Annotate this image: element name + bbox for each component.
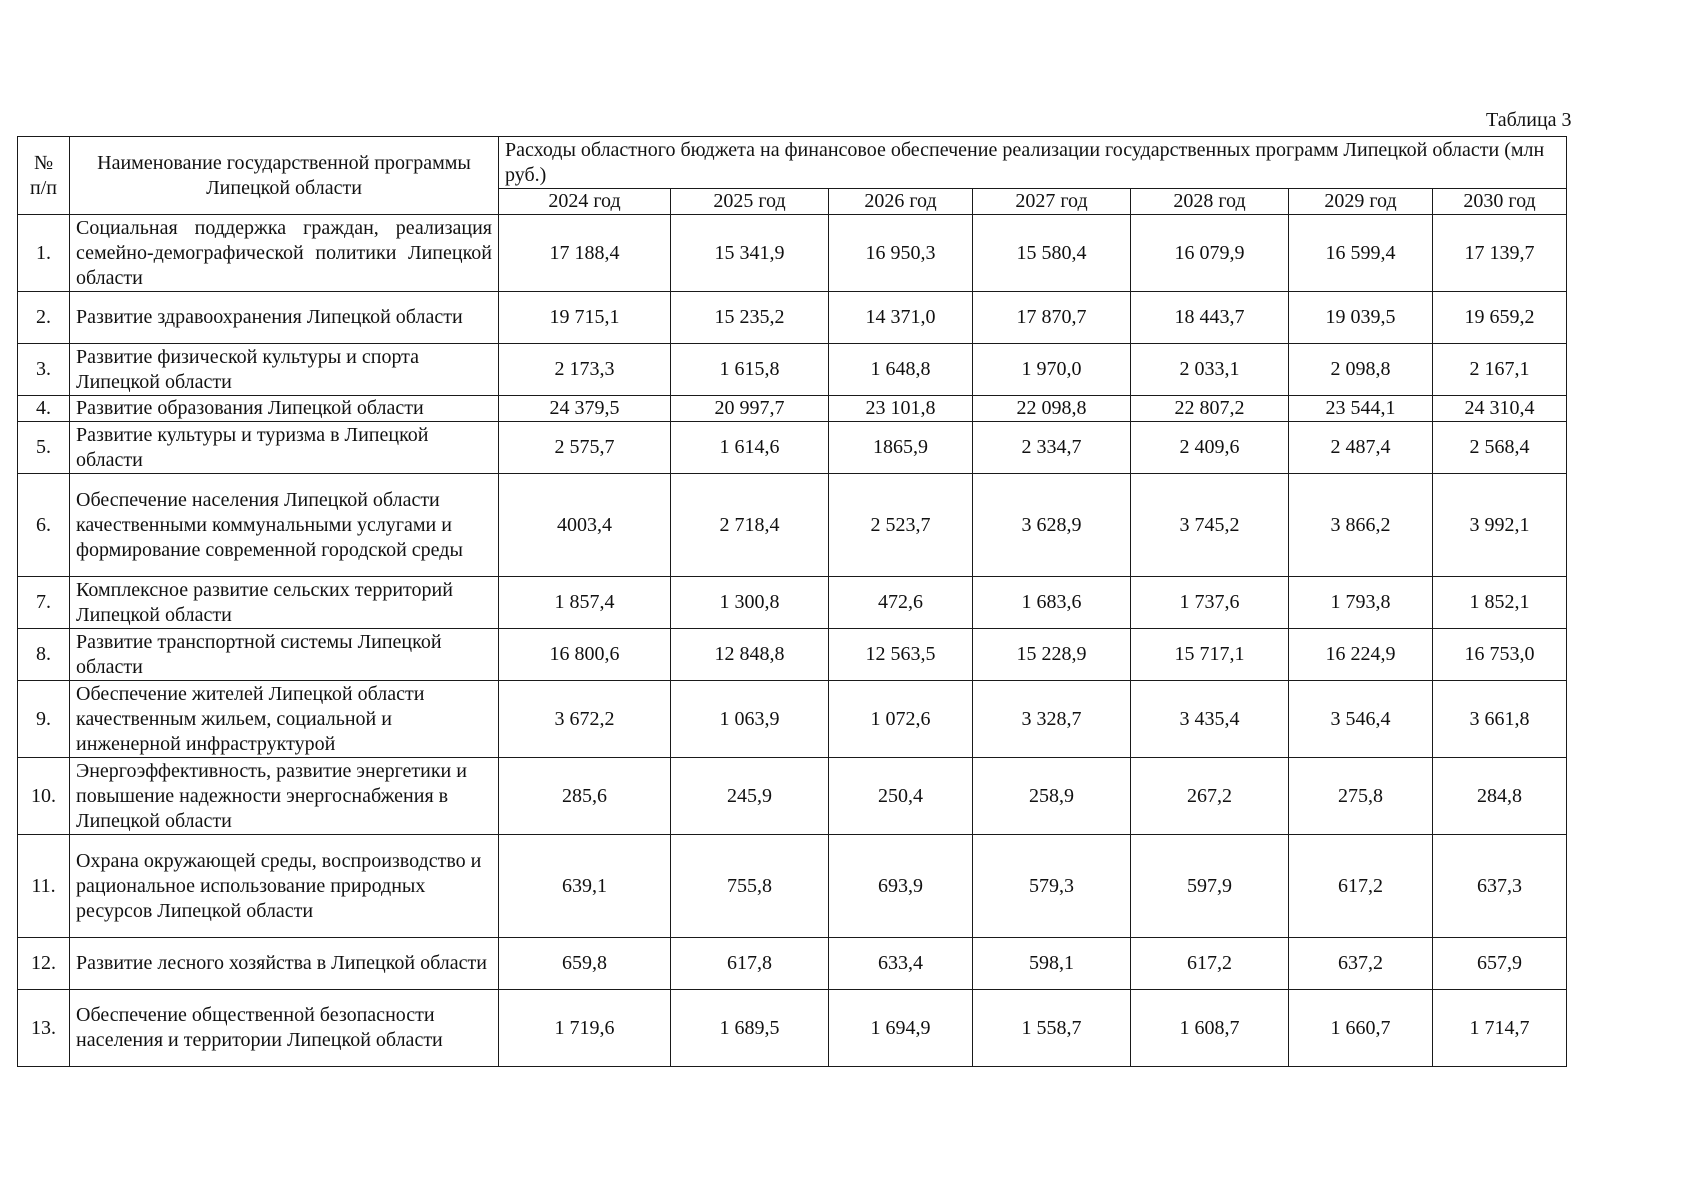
- value-cell: 12 848,8: [671, 629, 829, 681]
- value-cell: 15 341,9: [671, 215, 829, 292]
- program-name: Развитие культуры и туризма в Липецкой области: [70, 422, 499, 474]
- table-row: [18, 938, 1567, 990]
- value-cell: 2 098,8: [1289, 344, 1433, 396]
- value-cell: 15 228,9: [973, 629, 1131, 681]
- value-cell: 1865,9: [829, 422, 973, 474]
- value-cell: 23 544,1: [1289, 396, 1433, 422]
- value-cell: 2 033,1: [1131, 344, 1289, 396]
- value-cell: 1 063,9: [671, 681, 829, 758]
- header-year: 2025 год: [671, 189, 829, 215]
- value-cell: 3 866,2: [1289, 474, 1433, 577]
- value-cell: 617,2: [1289, 835, 1433, 938]
- value-cell: 633,4: [829, 938, 973, 990]
- value-cell: 472,6: [829, 577, 973, 629]
- value-cell: 16 753,0: [1433, 629, 1567, 681]
- value-cell: 1 300,8: [671, 577, 829, 629]
- value-cell: 275,8: [1289, 758, 1433, 835]
- row-number: 10.: [18, 758, 70, 835]
- value-cell: 22 098,8: [973, 396, 1131, 422]
- row-number: 7.: [18, 577, 70, 629]
- table-row: [18, 474, 1567, 577]
- value-cell: 2 575,7: [499, 422, 671, 474]
- value-cell: 15 717,1: [1131, 629, 1289, 681]
- value-cell: 284,8: [1433, 758, 1567, 835]
- value-cell: 1 719,6: [499, 990, 671, 1067]
- program-name: Развитие лесного хозяйства в Липецкой области: [70, 938, 499, 990]
- header-year: 2029 год: [1289, 189, 1433, 215]
- value-cell: 1 615,8: [671, 344, 829, 396]
- table-row: [18, 215, 1567, 292]
- program-name: Обеспечение населения Липецкой области качественными коммунальными услугами и формирование современной городской среды: [70, 474, 499, 577]
- value-cell: 617,2: [1131, 938, 1289, 990]
- program-name: Развитие здравоохранения Липецкой области: [70, 292, 499, 344]
- value-cell: 657,9: [1433, 938, 1567, 990]
- row-number: 9.: [18, 681, 70, 758]
- header-expenses: Расходы областного бюджета на финансовое обеспечение реализации государственных программ Липецкой области (млн руб.): [499, 137, 1567, 189]
- table-row: [18, 681, 1567, 758]
- row-number: 8.: [18, 629, 70, 681]
- program-name: Развитие физической культуры и спорта Липецкой области: [70, 344, 499, 396]
- table-row: [18, 835, 1567, 938]
- table-row: [18, 422, 1567, 474]
- value-cell: 3 672,2: [499, 681, 671, 758]
- header-year: 2027 год: [973, 189, 1131, 215]
- value-cell: 16 224,9: [1289, 629, 1433, 681]
- value-cell: 285,6: [499, 758, 671, 835]
- value-cell: 3 628,9: [973, 474, 1131, 577]
- value-cell: 3 661,8: [1433, 681, 1567, 758]
- header-year: 2028 год: [1131, 189, 1289, 215]
- row-number: 13.: [18, 990, 70, 1067]
- value-cell: 16 800,6: [499, 629, 671, 681]
- row-number: 3.: [18, 344, 70, 396]
- value-cell: 17 188,4: [499, 215, 671, 292]
- value-cell: 2 173,3: [499, 344, 671, 396]
- table-caption: Таблица 3: [1486, 109, 1572, 131]
- value-cell: 4003,4: [499, 474, 671, 577]
- value-cell: 12 563,5: [829, 629, 973, 681]
- value-cell: 1 683,6: [973, 577, 1131, 629]
- value-cell: 17 139,7: [1433, 215, 1567, 292]
- value-cell: 16 599,4: [1289, 215, 1433, 292]
- value-cell: 659,8: [499, 938, 671, 990]
- value-cell: 617,8: [671, 938, 829, 990]
- header-program-name: Наименование государственной программы Липецкой области: [70, 137, 499, 215]
- value-cell: 2 167,1: [1433, 344, 1567, 396]
- value-cell: 2 409,6: [1131, 422, 1289, 474]
- value-cell: 598,1: [973, 938, 1131, 990]
- value-cell: 3 435,4: [1131, 681, 1289, 758]
- value-cell: 16 950,3: [829, 215, 973, 292]
- value-cell: 3 992,1: [1433, 474, 1567, 577]
- program-name: Энергоэффективность, развитие энергетики и повышение надежности энергоснабжения в Липецкой области: [70, 758, 499, 835]
- value-cell: 1 694,9: [829, 990, 973, 1067]
- value-cell: 1 714,7: [1433, 990, 1567, 1067]
- header-year: 2030 год: [1433, 189, 1567, 215]
- value-cell: 639,1: [499, 835, 671, 938]
- value-cell: 15 580,4: [973, 215, 1131, 292]
- value-cell: 1 852,1: [1433, 577, 1567, 629]
- program-name: Обеспечение жителей Липецкой области качественным жильем, социальной и инженерной инфраструктурой: [70, 681, 499, 758]
- table-row: [18, 292, 1567, 344]
- value-cell: 579,3: [973, 835, 1131, 938]
- value-cell: 1 648,8: [829, 344, 973, 396]
- value-cell: 19 659,2: [1433, 292, 1567, 344]
- row-number: 5.: [18, 422, 70, 474]
- value-cell: 14 371,0: [829, 292, 973, 344]
- value-cell: 2 334,7: [973, 422, 1131, 474]
- value-cell: 1 608,7: [1131, 990, 1289, 1067]
- program-name: Развитие транспортной системы Липецкой области: [70, 629, 499, 681]
- value-cell: 23 101,8: [829, 396, 973, 422]
- value-cell: 2 523,7: [829, 474, 973, 577]
- table-row: [18, 758, 1567, 835]
- header-year: 2024 год: [499, 189, 671, 215]
- value-cell: 20 997,7: [671, 396, 829, 422]
- value-cell: 250,4: [829, 758, 973, 835]
- value-cell: 258,9: [973, 758, 1131, 835]
- value-cell: 1 614,6: [671, 422, 829, 474]
- table-row: [18, 577, 1567, 629]
- value-cell: 24 379,5: [499, 396, 671, 422]
- value-cell: 2 718,4: [671, 474, 829, 577]
- value-cell: 15 235,2: [671, 292, 829, 344]
- value-cell: 19 715,1: [499, 292, 671, 344]
- value-cell: 1 072,6: [829, 681, 973, 758]
- value-cell: 755,8: [671, 835, 829, 938]
- value-cell: 1 970,0: [973, 344, 1131, 396]
- row-number: 11.: [18, 835, 70, 938]
- program-name: Социальная поддержка граждан, реализация семейно-демографической политики Липецкой области: [70, 215, 499, 292]
- table-row: [18, 344, 1567, 396]
- value-cell: 1 660,7: [1289, 990, 1433, 1067]
- value-cell: 3 328,7: [973, 681, 1131, 758]
- table-row: [18, 629, 1567, 681]
- value-cell: 16 079,9: [1131, 215, 1289, 292]
- value-cell: 24 310,4: [1433, 396, 1567, 422]
- value-cell: 1 857,4: [499, 577, 671, 629]
- header-row-top: [18, 137, 1567, 189]
- value-cell: 2 487,4: [1289, 422, 1433, 474]
- value-cell: 1 737,6: [1131, 577, 1289, 629]
- header-number: № п/п: [18, 137, 70, 215]
- program-name: Охрана окружающей среды, воспроизводство и рациональное использование природных ресурсов Липецкой области: [70, 835, 499, 938]
- table-row: [18, 396, 1567, 422]
- value-cell: 693,9: [829, 835, 973, 938]
- value-cell: 19 039,5: [1289, 292, 1433, 344]
- value-cell: 245,9: [671, 758, 829, 835]
- value-cell: 17 870,7: [973, 292, 1131, 344]
- program-name: Комплексное развитие сельских территорий Липецкой области: [70, 577, 499, 629]
- value-cell: 1 689,5: [671, 990, 829, 1067]
- value-cell: 18 443,7: [1131, 292, 1289, 344]
- row-number: 4.: [18, 396, 70, 422]
- header-year: 2026 год: [829, 189, 973, 215]
- value-cell: 3 745,2: [1131, 474, 1289, 577]
- value-cell: 22 807,2: [1131, 396, 1289, 422]
- value-cell: 267,2: [1131, 758, 1289, 835]
- program-name: Обеспечение общественной безопасности населения и территории Липецкой области: [70, 990, 499, 1067]
- value-cell: 2 568,4: [1433, 422, 1567, 474]
- value-cell: 1 558,7: [973, 990, 1131, 1067]
- program-name: Развитие образования Липецкой области: [70, 396, 499, 422]
- row-number: 1.: [18, 215, 70, 292]
- row-number: 6.: [18, 474, 70, 577]
- budget-table: [17, 136, 1567, 1067]
- row-number: 12.: [18, 938, 70, 990]
- value-cell: 1 793,8: [1289, 577, 1433, 629]
- table-row: [18, 990, 1567, 1067]
- value-cell: 637,2: [1289, 938, 1433, 990]
- value-cell: 637,3: [1433, 835, 1567, 938]
- row-number: 2.: [18, 292, 70, 344]
- value-cell: 597,9: [1131, 835, 1289, 938]
- value-cell: 3 546,4: [1289, 681, 1433, 758]
